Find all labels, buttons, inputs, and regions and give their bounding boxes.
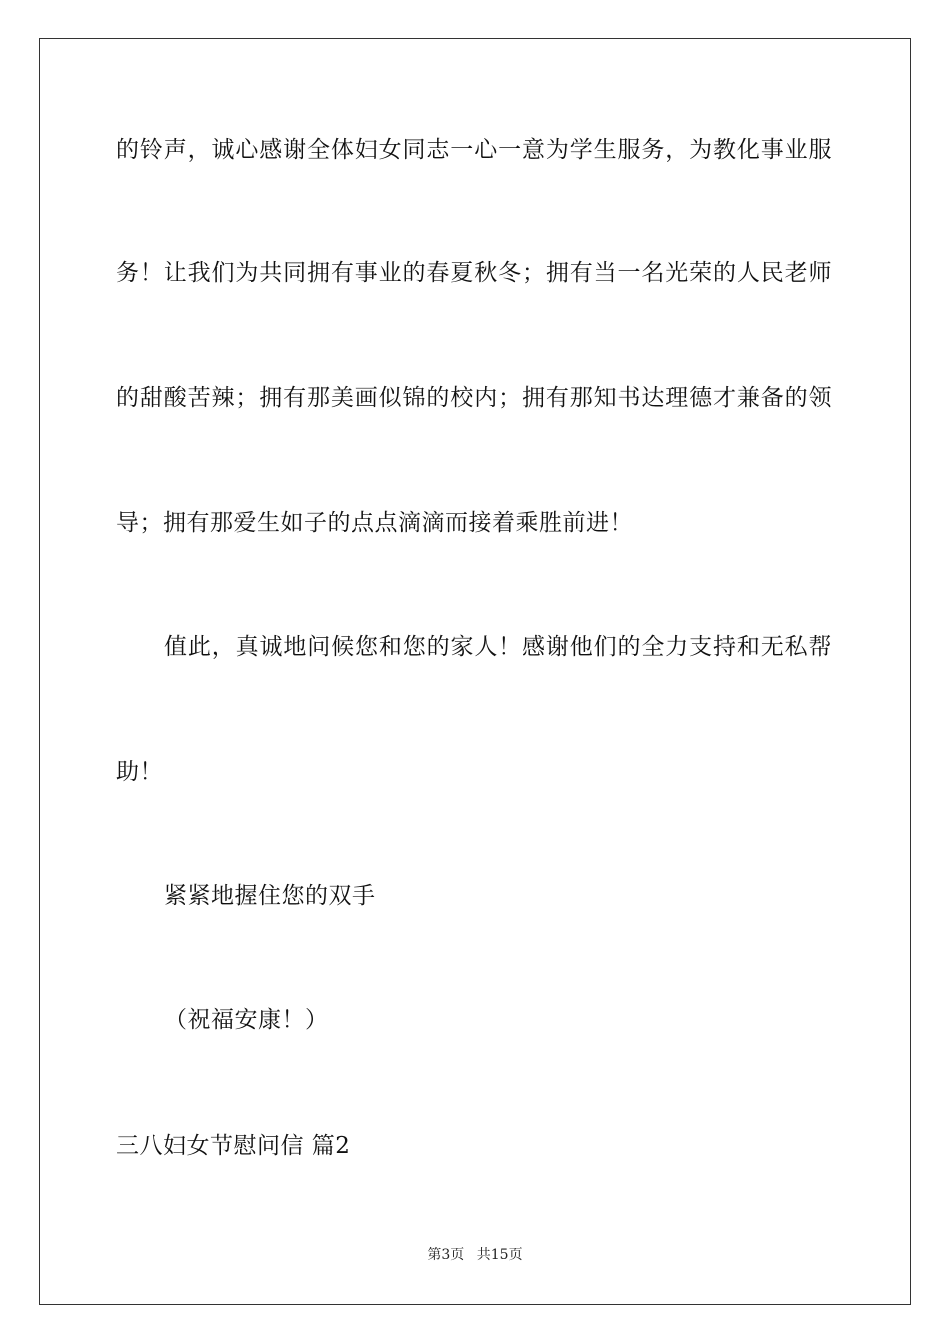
body-line-6: 助！: [116, 759, 163, 785]
page-footer: [0, 1246, 950, 1264]
body-line-2: 务！让我们为共同拥有事业的春夏秋冬；拥有当一名光荣的人民老师: [116, 260, 832, 286]
section-heading: 三八妇女节慰问信 篇2: [116, 1133, 351, 1159]
page-border: [39, 38, 911, 1305]
page-number: 第3页: [427, 1247, 465, 1263]
body-line-5: 值此，真诚地问候您和您的家人！感谢他们的全力支持和无私帮: [164, 634, 832, 660]
page-total: 共15页: [476, 1247, 523, 1263]
blessing-line: （祝福安康！）: [164, 1007, 329, 1033]
body-line-1: 的铃声，诚心感谢全体妇女同志一心一意为学生服务，为教化事业服: [116, 137, 832, 163]
closing-line: 紧紧地握住您的双手: [164, 883, 376, 909]
body-line-3: 的甜酸苦辣；拥有那美画似锦的校内；拥有那知书达理德才兼备的领: [116, 385, 832, 411]
body-line-4: 导；拥有那爱生如子的点点滴滴而接着乘胜前进！: [116, 510, 633, 536]
